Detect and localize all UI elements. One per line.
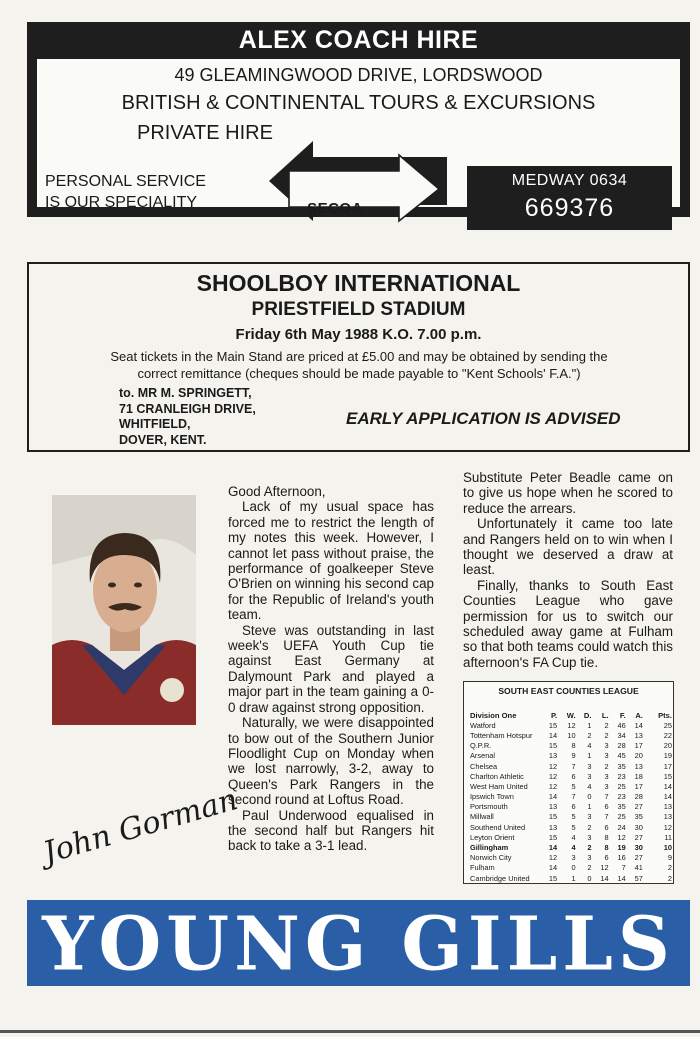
stat-cell: 13 xyxy=(548,822,558,832)
stat-cell: 17 xyxy=(634,781,643,791)
page-divider xyxy=(0,1030,700,1033)
coach-hire-advert xyxy=(27,22,690,222)
stat-cell: 14 xyxy=(663,792,672,802)
ticket-info xyxy=(43,348,675,382)
article-column-1 xyxy=(228,484,434,854)
stat-cell: 14 xyxy=(600,873,609,883)
stat-cell: 7 xyxy=(604,812,609,822)
stat-cell: 4 xyxy=(587,741,592,751)
stat-cell: 3 xyxy=(604,741,609,751)
stat-cell: 18 xyxy=(634,771,643,781)
stat-cell: 2 xyxy=(667,873,672,883)
stat-cell: 14 xyxy=(663,781,672,791)
table-row xyxy=(470,842,672,852)
stat-cell: 30 xyxy=(634,843,643,853)
manager-photo xyxy=(52,495,196,725)
stat-cell: 25 xyxy=(663,720,672,730)
stat-cell: 16 xyxy=(617,853,626,863)
stat-cell: 1 xyxy=(587,802,592,812)
stat-cell: 13 xyxy=(548,751,558,761)
personal-line-2: IS OUR SPECIALITY xyxy=(45,194,198,211)
advert-tours: BRITISH & CONTINENTAL TOURS & EXCURSIONS xyxy=(121,92,596,114)
stat-cell: 6 xyxy=(604,822,609,832)
table-row xyxy=(470,720,672,730)
table-row xyxy=(470,792,672,802)
stat-cell: 13 xyxy=(548,802,558,812)
stat-cell: 0 xyxy=(571,863,576,873)
table-row xyxy=(470,751,672,761)
stat-cell: 2 xyxy=(587,730,592,740)
stat-cell: 13 xyxy=(663,802,672,812)
team-name: Southend United xyxy=(470,822,526,832)
column-header: P. xyxy=(550,710,558,720)
stat-cell: 35 xyxy=(634,812,643,822)
stat-cell: 10 xyxy=(663,843,672,853)
table-row xyxy=(470,802,672,812)
team-name: Gillingham xyxy=(470,843,509,853)
svg-text:John Gorman: John Gorman xyxy=(39,782,242,871)
stat-cell: 5 xyxy=(571,781,576,791)
match-date: Friday 6th May 1988 K.O. 7.00 p.m. xyxy=(235,326,482,343)
stat-cell: 5 xyxy=(571,812,576,822)
stat-cell: 7 xyxy=(604,792,609,802)
stat-cell: 14 xyxy=(548,792,558,802)
table-row xyxy=(470,761,672,771)
stat-cell: 3 xyxy=(587,761,592,771)
paragraph: Finally, thanks to South East Counties League who gave permission for us to switch our scheduled away game at Fulham so that both teams could watch this afternoon's FA Cup tie. xyxy=(463,577,673,670)
advert-personal-service xyxy=(45,171,206,213)
table-row xyxy=(470,781,672,791)
advert-private-hire: PRIVATE HIRE xyxy=(137,122,273,144)
address-line-1: to. MR M. SPRINGETT, xyxy=(119,386,252,400)
address-line-4: DOVER, KENT. xyxy=(119,432,207,447)
stat-cell: 14 xyxy=(548,730,558,740)
paragraph: Substitute Peter Beadle came on to give us hope when he scored to reduce the arrears. xyxy=(463,470,673,516)
paragraph: Lack of my usual space has forced me to restrict the length of my notes this week. However, I cannot let pass without praise, the performance of goalkeeper Steve O'Brien on winning his second cap for the Republic of Ireland's youth team. xyxy=(228,499,434,623)
stat-cell: 3 xyxy=(587,812,592,822)
stat-cell: 57 xyxy=(634,873,643,883)
greeting: Good Afternoon, xyxy=(228,484,326,499)
stat-cell: 15 xyxy=(548,873,558,883)
stat-cell: 10 xyxy=(567,730,576,740)
stat-cell: 17 xyxy=(663,761,672,771)
stat-cell: 3 xyxy=(604,771,609,781)
table-row xyxy=(470,771,672,781)
team-name: Fulham xyxy=(470,863,495,873)
stat-cell: 3 xyxy=(587,832,592,842)
stat-cell: 12 xyxy=(548,853,558,863)
advert-address: 49 GLEAMINGWOOD DRIVE, LORDSWOOD xyxy=(174,65,543,85)
table-row xyxy=(470,853,672,863)
stat-cell: 34 xyxy=(617,730,626,740)
stat-cell: 12 xyxy=(600,863,609,873)
stat-cell: 13 xyxy=(634,761,643,771)
article-column-2 xyxy=(463,470,673,670)
stat-cell: 9 xyxy=(667,853,672,863)
column-header: D. xyxy=(583,710,592,720)
stat-cell: 2 xyxy=(587,822,592,832)
stat-cell: 15 xyxy=(548,812,558,822)
team-name: Chelsea xyxy=(470,761,498,771)
stat-cell: 41 xyxy=(634,863,643,873)
stat-cell: 30 xyxy=(634,822,643,832)
stat-cell: 23 xyxy=(617,792,626,802)
stat-cell: 3 xyxy=(604,751,609,761)
column-header: A. xyxy=(635,710,643,720)
stat-cell: 3 xyxy=(587,771,592,781)
stat-cell: 1 xyxy=(587,720,592,730)
league-table xyxy=(463,681,674,884)
stat-cell: 12 xyxy=(548,781,558,791)
stat-cell: 4 xyxy=(571,843,576,853)
stat-cell: 24 xyxy=(617,822,626,832)
stat-cell: 12 xyxy=(548,761,558,771)
stat-cell: 22 xyxy=(663,730,672,740)
stat-cell: 6 xyxy=(604,853,609,863)
stat-cell: 6 xyxy=(604,802,609,812)
stat-cell: 20 xyxy=(663,741,672,751)
advert-body xyxy=(37,59,680,222)
ticket-line-2: correct remittance (cheques should be made payable to "Kent Schools' F.A.") xyxy=(137,366,581,381)
team-name: Q.P.R. xyxy=(470,741,492,751)
paragraph: Paul Underwood equalised in the second half but Rangers hit back to take a 3-1 lead. xyxy=(228,807,434,854)
table-row xyxy=(470,822,672,832)
stat-cell: 1 xyxy=(587,751,592,761)
schoolboy-international-box xyxy=(27,262,690,452)
stat-cell: 14 xyxy=(617,873,626,883)
postal-address xyxy=(119,386,256,448)
stat-cell: 27 xyxy=(634,832,643,842)
stat-cell: 5 xyxy=(571,822,576,832)
paragraph: Unfortunately it came too late and Rangers held on to win when I thought we deserved a draw at least. xyxy=(463,516,673,578)
match-venue: PRIESTFIELD STADIUM xyxy=(251,299,466,320)
stat-cell: 8 xyxy=(604,832,609,842)
banner-title: YOUNG GILLS xyxy=(42,899,675,988)
stat-cell: 15 xyxy=(548,741,558,751)
stat-cell: 12 xyxy=(548,771,558,781)
stat-cell: 2 xyxy=(667,863,672,873)
table-row xyxy=(470,741,672,751)
address-line-2: 71 CRANLEIGH DRIVE, xyxy=(119,401,256,416)
stat-cell: 28 xyxy=(617,741,626,751)
stat-cell: 15 xyxy=(663,771,672,781)
stat-cell: 6 xyxy=(571,771,576,781)
stat-cell: 3 xyxy=(587,853,592,863)
column-header: Pts. xyxy=(658,710,672,720)
stat-cell: 19 xyxy=(617,843,626,853)
stat-cell: 46 xyxy=(617,720,626,730)
stat-cell: 14 xyxy=(548,863,558,873)
personal-line-1: PERSONAL SERVICE xyxy=(45,173,206,190)
column-header: F. xyxy=(619,710,626,720)
stat-cell: 25 xyxy=(617,812,626,822)
stat-cell: 0 xyxy=(587,873,592,883)
stat-cell: 1 xyxy=(571,873,576,883)
phone-box xyxy=(467,166,672,230)
ticket-line-1: Seat tickets in the Main Stand are priced at £5.00 and may be obtained by sending the xyxy=(110,349,608,364)
team-name: Tottenham Hotspur xyxy=(470,730,533,740)
address-line-3: WHITFIELD, xyxy=(119,417,191,431)
stat-cell: 2 xyxy=(587,843,592,853)
stat-cell: 35 xyxy=(617,761,626,771)
phone-number: 669376 xyxy=(524,194,615,222)
team-name: Portsmouth xyxy=(470,802,508,812)
stat-cell: 28 xyxy=(634,792,643,802)
stat-cell: 19 xyxy=(663,751,672,761)
team-name: Arsenal xyxy=(470,751,496,761)
stat-cell: 2 xyxy=(604,761,609,771)
stat-cell: 35 xyxy=(617,802,626,812)
stat-cell: 15 xyxy=(548,832,558,842)
stat-cell: 7 xyxy=(571,792,576,802)
team-name: Charlton Athletic xyxy=(470,771,524,781)
stat-cell: 2 xyxy=(604,730,609,740)
stat-cell: 15 xyxy=(548,720,558,730)
stat-cell: 9 xyxy=(571,751,576,761)
phone-label: MEDWAY 0634 xyxy=(511,172,628,189)
standings-table xyxy=(470,710,672,883)
stat-cell: 12 xyxy=(567,720,576,730)
table-row xyxy=(470,863,672,873)
stat-cell: 4 xyxy=(587,781,592,791)
stat-cell: 7 xyxy=(571,761,576,771)
stat-cell: 8 xyxy=(604,843,609,853)
stat-cell: 3 xyxy=(604,781,609,791)
column-header: Division One xyxy=(470,710,517,720)
paragraph: Steve was outstanding in last week's UEFA Youth Cup tie against East Germany at Dalymount Park and played a major part in the team gaining a 0-0 draw against strong opposition. xyxy=(228,622,434,715)
stat-cell: 3 xyxy=(571,853,576,863)
stat-cell: 14 xyxy=(634,720,643,730)
stat-cell: 12 xyxy=(617,832,626,842)
stat-cell: 20 xyxy=(634,751,643,761)
stat-cell: 25 xyxy=(617,781,626,791)
league-title: SOUTH EAST COUNTIES LEAGUE xyxy=(498,686,639,696)
team-name: Watford xyxy=(470,720,496,730)
team-name: Millwall xyxy=(470,812,494,822)
signature-image xyxy=(30,760,242,871)
team-name: Leyton Orient xyxy=(470,832,515,842)
arrow-label: SECOA xyxy=(307,200,363,217)
stat-cell: 17 xyxy=(634,741,643,751)
table-header-row xyxy=(470,710,672,720)
table-row xyxy=(470,812,672,822)
stat-cell: 6 xyxy=(571,802,576,812)
team-name: West Ham United xyxy=(470,781,528,791)
table-row xyxy=(470,832,672,842)
stat-cell: 2 xyxy=(587,863,592,873)
stat-cell: 12 xyxy=(663,822,672,832)
column-header: L. xyxy=(601,710,609,720)
stat-cell: 27 xyxy=(634,853,643,863)
advert-title: ALEX COACH HIRE xyxy=(238,26,479,54)
team-name: Ipswich Town xyxy=(470,792,514,802)
early-application-note: EARLY APPLICATION IS ADVISED xyxy=(346,409,621,428)
table-row xyxy=(470,873,672,883)
stat-cell: 13 xyxy=(634,730,643,740)
stat-cell: 8 xyxy=(571,741,576,751)
paragraph: Naturally, we were disappointed to bow out of the Southern Junior Floodlight Cup on Monday when we lost narrowly, 3-2, away to Queen's Park Rangers in the second round at Loftus Road. xyxy=(228,715,434,808)
match-title: SHOOLBOY INTERNATIONAL xyxy=(196,270,521,296)
stat-cell: 14 xyxy=(548,843,558,853)
stat-cell: 11 xyxy=(664,832,672,842)
stat-cell: 13 xyxy=(663,812,672,822)
stat-cell: 27 xyxy=(634,802,643,812)
stat-cell: 45 xyxy=(617,751,626,761)
stat-cell: 7 xyxy=(621,863,626,873)
stat-cell: 2 xyxy=(604,720,609,730)
column-header: W. xyxy=(566,710,576,720)
stat-cell: 0 xyxy=(587,792,592,802)
table-row xyxy=(470,730,672,740)
young-gills-banner xyxy=(27,900,690,986)
team-name: Norwich City xyxy=(470,853,512,863)
stat-cell: 4 xyxy=(571,832,576,842)
team-name: Cambridge United xyxy=(470,873,530,883)
stat-cell: 23 xyxy=(617,771,626,781)
